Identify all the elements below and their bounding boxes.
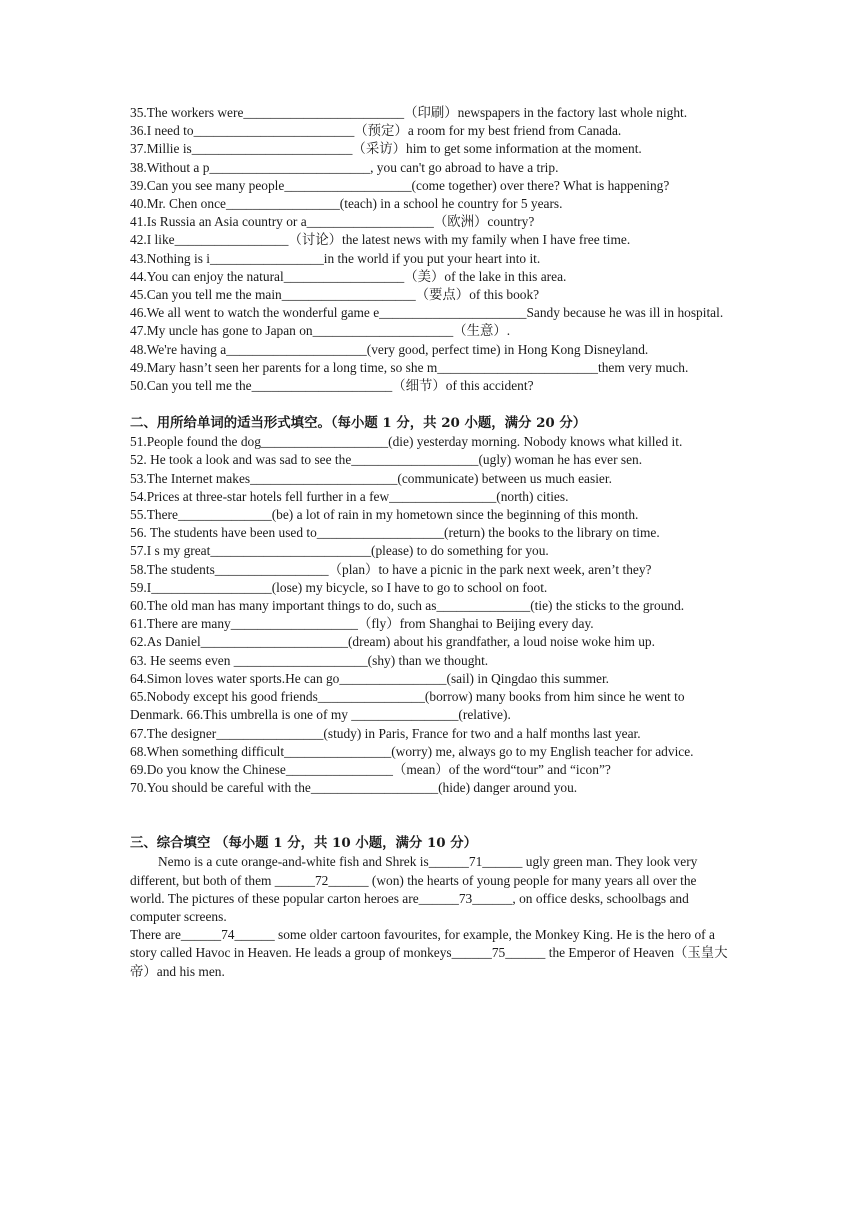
part2-list: [130, 433, 730, 797]
worksheet-page: [130, 104, 730, 981]
part1-list: [130, 104, 730, 395]
question-53: 53.The Internet makes______________________(communicate) between us much easier.: [130, 470, 612, 486]
section2-title: 二、用所给单词的适当形式填空。（每小题 1 分，共 20 小题，满分 20 分）: [130, 415, 587, 432]
question-60: 60.The old man has many important things to do, such as______________(tie) the sticks to the ground.: [130, 598, 685, 614]
question-63: 63. He seems even ____________________(shy) than we thought.: [130, 652, 489, 668]
question-67: 67.The designer________________(study) in Paris, France for two and a half months last year.: [130, 725, 641, 741]
question-36: 36.I need to________________________（预定）a room for my best friend from Canada.: [130, 123, 622, 139]
question-44: 44.You can enjoy the natural__________________（美）of the lake in this area.: [130, 268, 567, 284]
question-61: 61.There are many___________________（fly）from Shanghai to Beijing every day.: [130, 616, 594, 632]
passage-paragraph-2: There are______74______ some older cartoon favourites, for example, the Monkey King. He is the hero of a story called Havoc in Heaven. He leads a group of monkeys______75______ the Emperor of Heaven（玉皇大帝）and his men.: [130, 927, 728, 979]
section-spacer: [130, 797, 730, 833]
question-38: 38.Without a p________________________, you can't go abroad to have a trip.: [130, 159, 559, 175]
question-58: 58.The students_________________（plan）to have a picnic in the park next week, aren’t they?: [130, 561, 652, 577]
question-65-66: 65.Nobody except his good friends________________(borrow) many books from him since he went to Denmark. 66.This umbrella is one of my ________________(relative).: [130, 689, 685, 723]
question-48: 48.We're having a_____________________(very good, perfect time) in Hong Kong Disneyland.: [130, 341, 649, 357]
passage-paragraph-1: Nemo is a cute orange-and-white fish and Shrek is______71______ ugly green man. They look very different, but both of them ______72______ (won) the hearts of young people for many years all over the world. The pictures of these popular carton heroes are______73______, on office desks, schoolbags and computer screens.: [130, 854, 698, 924]
question-42: 42.I like_________________（讨论）the latest news with my family when I have free time.: [130, 232, 631, 248]
question-57: 57.I s my great________________________(please) to do something for you.: [130, 543, 549, 559]
question-51: 51.People found the dog___________________(die) yesterday morning. Nobody knows what killed it.: [130, 434, 683, 450]
question-40: 40.Mr. Chen once_________________(teach) in a school he country for 5 years.: [130, 196, 563, 212]
question-52: 52. He took a look and was sad to see the___________________(ugly) woman he has ever sen.: [130, 452, 643, 468]
question-35: 35.The workers were________________________（印刷）newspapers in the factory last whole night.: [130, 105, 688, 120]
question-43: 43.Nothing is i_________________in the world if you put your heart into it.: [130, 250, 541, 266]
question-49: 49.Mary hasn’t seen her parents for a long time, so she m________________________them very much.: [130, 359, 689, 375]
question-55: 55.There______________(be) a lot of rain in my hometown since the beginning of this month.: [130, 507, 639, 523]
question-62: 62.As Daniel______________________(dream) about his grandfather, a loud noise woke him up.: [130, 634, 655, 650]
question-56: 56. The students have been used to___________________(return) the books to the library on time.: [130, 525, 660, 541]
question-54: 54.Prices at three-star hotels fell further in a few________________(north) cities.: [130, 488, 569, 504]
question-46: 46.We all went to watch the wonderful game e______________________Sandy because he was ill in hospital.: [130, 305, 724, 321]
question-68: 68.When something difficult________________(worry) me, always go to my English teacher for advice.: [130, 743, 694, 759]
question-41: 41.Is Russia an Asia country or a___________________（欧洲）country?: [130, 214, 535, 230]
question-45: 45.Can you tell me the main____________________（要点）of this book?: [130, 287, 540, 303]
question-59: 59.I__________________(lose) my bicycle, so I have to go to school on foot.: [130, 579, 548, 595]
question-70: 70.You should be careful with the___________________(hide) danger around you.: [130, 780, 578, 796]
question-69: 69.Do you know the Chinese________________（mean）of the word“tour” and “icon”?: [130, 761, 611, 777]
section-spacer: [130, 395, 730, 413]
cloze-passage: [130, 853, 730, 980]
question-64: 64.Simon loves water sports.He can go________________(sail) in Qingdao this summer.: [130, 670, 610, 686]
section3-title: 三、综合填空 （每小题 1 分，共 10 小题，满分 10 分）: [130, 835, 478, 852]
question-47: 47.My uncle has gone to Japan on_____________________（生意）.: [130, 323, 511, 339]
question-39: 39.Can you see many people___________________(come together) over there? What is happening?: [130, 177, 670, 193]
question-50: 50.Can you tell me the_____________________（细节）of this accident?: [130, 378, 534, 394]
question-37: 37.Millie is________________________（采访）him to get some information at the moment.: [130, 141, 642, 157]
